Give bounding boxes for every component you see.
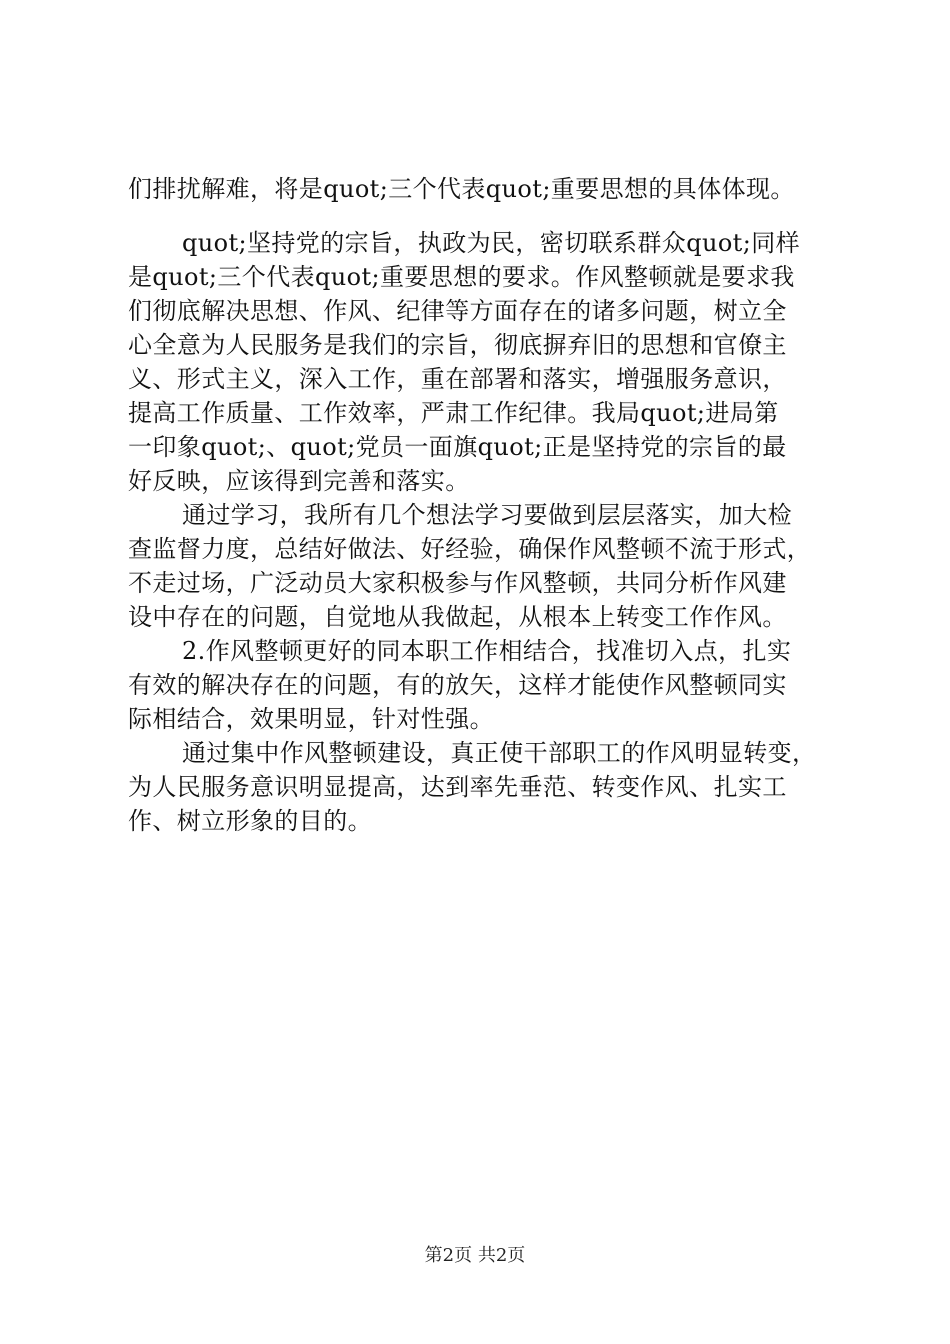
text-line: 提高工作质量、工作效率，严肃工作纪律。我局quot;进局第 <box>128 399 779 427</box>
text-line: 有效的解决存在的问题，有的放矢，这样才能使作风整顿同实 <box>128 671 787 699</box>
text-line: 设中存在的问题，自觉地从我做起，从根本上转变工作作风。 <box>128 603 787 631</box>
paragraph-gap <box>128 206 828 226</box>
text-line: 好反映，应该得到完善和落实。 <box>128 467 470 495</box>
text-line: 通过集中作风整顿建设，真正使干部职工的作风明显转变， <box>182 739 817 767</box>
page-footer <box>0 1244 950 1268</box>
text-line: 不走过场，广泛动员大家积极参与作风整顿，共同分析作风建 <box>128 569 787 597</box>
document-body <box>128 172 828 838</box>
page-number-label: 第2页 共2页 <box>424 1245 526 1266</box>
text-line: 通过学习，我所有几个想法学习要做到层层落实，加大检 <box>182 501 792 529</box>
text-line: 查监督力度，总结好做法、好经验，确保作风整顿不流于形式， <box>128 535 812 563</box>
text-line: 是quot;三个代表quot;重要思想的要求。作风整顿就是要求我 <box>128 263 795 291</box>
text-line: 们排扰解难，将是quot;三个代表quot;重要思想的具体体现。 <box>128 175 795 203</box>
text-line: 际相结合，效果明显，针对性强。 <box>128 705 494 733</box>
text-line: 2.作风整顿更好的同本职工作相结合，找准切入点，扎实 <box>182 637 792 665</box>
text-line: 义、形式主义，深入工作，重在部署和落实，增强服务意识， <box>128 365 787 393</box>
text-line: 一印象quot;、quot;党员一面旗quot;正是坚持党的宗旨的最 <box>128 433 787 461</box>
text-line: 心全意为人民服务是我们的宗旨，彻底摒弃旧的思想和官僚主 <box>128 331 787 359</box>
text-line: 作、树立形象的目的。 <box>128 807 372 835</box>
text-line: 为人民服务意识明显提高，达到率先垂范、转变作风、扎实工 <box>128 773 787 801</box>
text-line: quot;坚持党的宗旨，执政为民，密切联系群众quot;同样 <box>182 229 800 257</box>
text-line: 们彻底解决思想、作风、纪律等方面存在的诸多问题，树立全 <box>128 297 787 325</box>
